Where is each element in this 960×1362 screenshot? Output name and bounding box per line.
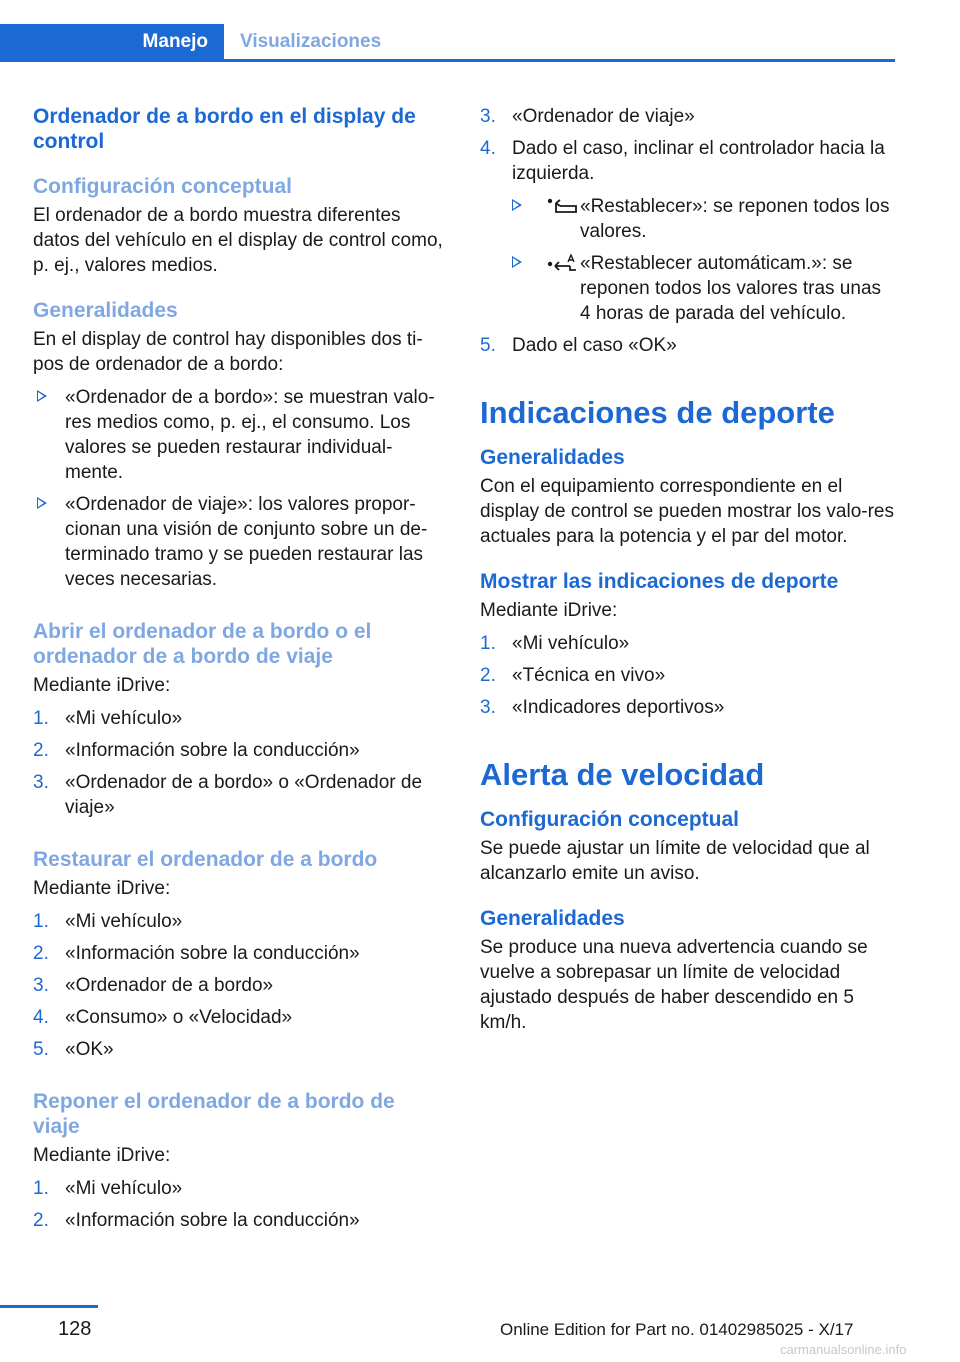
paragraph-general: En el display de control hay disponibles dos ti-pos de ordenador de a bordo:: [33, 329, 423, 375]
list-item: 4. «Consumo» o «Velocidad»: [33, 1007, 293, 1028]
paragraph-reset-trip: Mediante iDrive:: [33, 1145, 171, 1166]
paragraph-speed-general: Se produce una nueva advertencia cuando se vuelve a sobrepasar un límite de velocidad ajustado después de haber descendido en 5 km/h.: [480, 937, 868, 1033]
page-header: [0, 0, 895, 62]
reset-options-list: [512, 194, 895, 326]
section-title-sport-displays: Indicaciones de deporte: [480, 395, 835, 430]
list-item: 2. «Información sobre la conducción»: [33, 943, 360, 964]
list-item: «Restablecer»: se reponen todos los valores.: [512, 194, 895, 244]
triangle-bullet-icon: [37, 390, 47, 402]
list-item: 3. «Ordenador de a bordo»: [33, 975, 274, 996]
sport-steps-list: [480, 631, 895, 720]
heading-speed-general: Generalidades: [480, 907, 625, 930]
left-column: [33, 104, 445, 1240]
page-number: 128: [58, 1318, 92, 1340]
reset-steps-continued: [480, 104, 895, 358]
paragraph-restore: Mediante iDrive:: [33, 878, 171, 899]
paragraph-sport-show: Mediante iDrive:: [480, 600, 618, 621]
list-item: 2. «Información sobre la conducción»: [33, 1210, 360, 1231]
list-item: «Restablecer automáticam.»: se reponen todos los valores tras unas 4 horas de parada del vehículo.: [512, 251, 895, 326]
restore-steps-list: [33, 909, 445, 1062]
reset-icon: [546, 197, 578, 217]
list-item: 2. «Técnica en vivo»: [480, 665, 666, 686]
header-divider: [0, 59, 895, 62]
paragraph-concept: El ordenador de a bordo muestra diferentes datos del vehículo en el display de control como, p. ej., valores medios.: [33, 205, 443, 276]
paragraph-open: Mediante iDrive:: [33, 675, 171, 696]
heading-concept: Configuración conceptual: [33, 175, 293, 198]
list-item: 5. «OK»: [33, 1039, 114, 1060]
list-item: «Ordenador de a bordo»: se muestran valo-res medios como, p. ej., el consumo. Los valores se pueden restaurar individual-mente.: [33, 385, 445, 485]
auto-reset-icon: [546, 254, 578, 274]
heading-general: Generalidades: [33, 299, 178, 322]
list-item: 1. «Mi vehículo»: [33, 708, 183, 729]
list-item: 4. Dado el caso, inclinar el controlador hacia la izquierda. «Restablecer»: se reponen todos los valores. «Restablecer automáticam.»: se reponen todos los valores tras unas 4 horas de parada del vehículo.: [480, 136, 895, 326]
list-item: 5. Dado el caso «OK»: [480, 335, 677, 356]
heading-open: Abrir el ordenador de a bordo o el ordenador de a bordo de viaje: [33, 620, 372, 668]
heading-sport-general: Generalidades: [480, 446, 625, 469]
heading-speed-concept: Configuración conceptual: [480, 808, 740, 831]
triangle-bullet-icon: [512, 199, 522, 211]
heading-reset-trip: Reponer el ordenador de a bordo de viaje: [33, 1090, 395, 1138]
watermark: carmanualsonline.info: [780, 1342, 907, 1357]
footer-divider: [0, 1305, 98, 1308]
triangle-bullet-icon: [512, 256, 522, 268]
list-item: 3. «Indicadores deportivos»: [480, 697, 725, 718]
list-item: 2. «Información sobre la conducción»: [33, 740, 360, 761]
list-item: «Ordenador de viaje»: los valores propor-cionan una visión de conjunto sobre un de-terminado tramo y se pueden restaurar las veces necesarias.: [33, 492, 445, 592]
list-item: 3. «Ordenador de a bordo» o «Ordenador de viaje»: [33, 772, 423, 818]
heading-sport-show: Mostrar las indicaciones de deporte: [480, 570, 839, 593]
section-title-speed-alert: Alerta de velocidad: [480, 757, 765, 792]
right-column: [480, 104, 895, 1035]
heading-restore: Restaurar el ordenador de a bordo: [33, 848, 378, 871]
list-item: 3. «Ordenador de viaje»: [480, 106, 695, 127]
section-title-onboard-computer: Ordenador de a bordo en el display de control: [33, 105, 416, 153]
reset-steps-list: [33, 1176, 445, 1233]
list-item: 1. «Mi vehículo»: [33, 911, 183, 932]
list-item: 1. «Mi vehículo»: [480, 633, 630, 654]
section-tab-visualizaciones: Visualizaciones: [240, 31, 382, 52]
triangle-bullet-icon: [37, 497, 47, 509]
paragraph-sport-general: Con el equipamiento correspondiente en el display de control se pueden mostrar los valo-res actuales para la potencia y el par del motor.: [480, 476, 894, 547]
footer-edition: Online Edition for Part no. 01402985025 - X/17: [500, 1320, 854, 1339]
computer-types-list: [33, 385, 445, 592]
list-item: 1. «Mi vehículo»: [33, 1178, 183, 1199]
section-tab-manejo: Manejo: [0, 24, 224, 60]
open-steps-list: [33, 706, 445, 820]
paragraph-speed-concept: Se puede ajustar un límite de velocidad que al alcanzarlo emite un aviso.: [480, 838, 870, 884]
